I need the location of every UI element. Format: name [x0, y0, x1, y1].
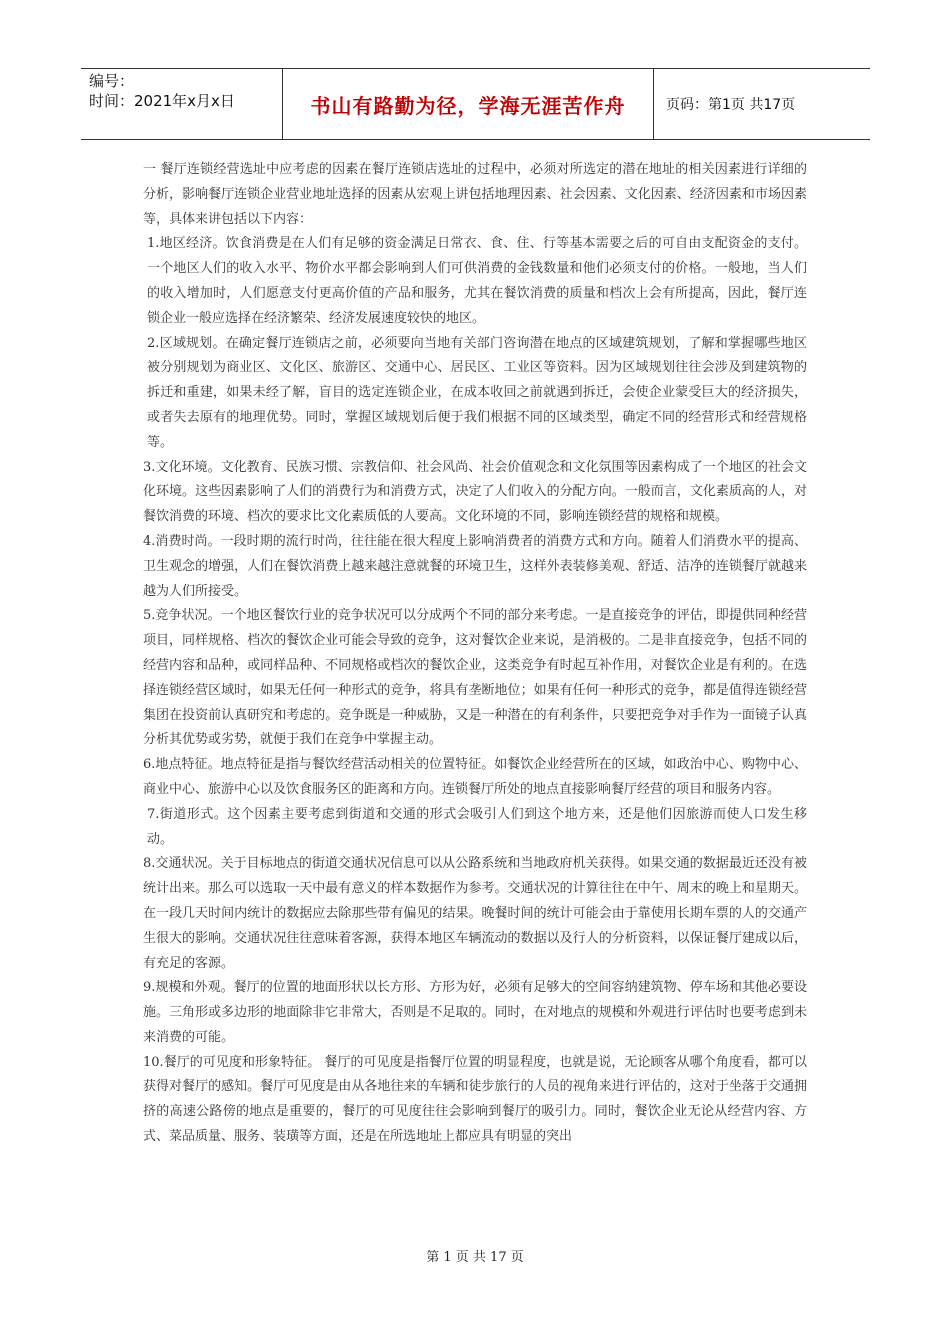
document-body: [143, 158, 807, 1150]
paragraph-regional-economy: 1.地区经济。饮食消费是在人们有足够的资金满足日常衣、食、住、行等基本需要之后的可自由支配资金的支付。一个地区人们的收入水平、物价水平都会影响到人们可供消费的金钱数量和他们必须支付的价格。一般地，当人们的收入增加时，人们愿意支付更高价值的产品和服务，尤其在餐饮消费的质量和档次上会有所提高，因此，餐厅连锁企业一般应选择在经济繁荣、经济发展速度较快的地区。: [147, 236, 807, 326]
date-line: 时间：2021年x月x日: [89, 92, 235, 110]
motto-text: 书山有路勤为径，学海无涯苦作舟: [310, 93, 626, 118]
intro-paragraph: 一 餐厅连锁经营选址中应考虑的因素在餐厅连锁店选址的过程中，必须对所选定的潜在地址的相关因素进行详细的分析，影响餐厅连锁企业营业地址选择的因素从宏观上讲包括地理因素、社会因素、文化因素、经济因素和市场因素等，具体来讲包括以下内容：: [143, 162, 807, 227]
paragraph-consumption-trend: 4.消费时尚。一段时期的流行时尚，往往能在很大程度上影响消费者的消费方式和方向。随着人们消费水平的提高、卫生观念的增强，人们在餐饮消费上越来越注意就餐的环境卫生，这样外表装修美观、舒适、洁净的连锁餐厅就越来越为人们所接受。: [143, 533, 807, 599]
paragraph-scale-appearance: 9.规模和外观。餐厅的位置的地面形状以长方形、方形为好，必须有足够大的空间容纳建筑物、停车场和其他必要设施。三角形或多边形的地面除非它非常大，否则是不足取的。同时，在对地点的规模和外观进行评估时也要考虑到未来消费的可能。: [143, 980, 807, 1045]
page-footer: 第 1 页 共 17 页: [426, 1250, 524, 1265]
header-page-cell: [654, 69, 870, 139]
paragraph-regional-planning: 2.区域规划。在确定餐厅连锁店之前，必须要向当地有关部门咨询潜在地点的区域建筑规划，了解和掌握哪些地区被分别规划为商业区、文化区、旅游区、交通中心、居民区、工业区等资料。因为区域规划往往会涉及到建筑物的拆迁和重建，如果未经了解，盲目的选定连锁企业，在成本收回之前就遇到拆迁，会使企业蒙受巨大的经济损失，或者失去原有的地理优势。同时，掌握区域规划后便于我们根据不同的区域类型，确定不同的经营形式和经营规格等。: [147, 335, 807, 450]
serial-number-label: 编号：: [89, 72, 135, 90]
document-header: [81, 68, 870, 140]
paragraph-visibility: 10.餐厅的可见度和形象特征。 餐厅的可见度是指餐厅位置的明显程度，也就是说，无论顾客从哪个角度看，都可以获得对餐厅的感知。餐厅可见度是由从各地往来的车辆和徒步旅行的人员的视角来进行评估的，这对于坐落于交通拥挤的高速公路傍的地点是重要的，餐厅的可见度往往会影响到餐厅的吸引力。同时，餐饮企业无论从经营内容、方式、菜品质量、服务、装璜等方面，还是在所选地址上都应具有明显的突出: [143, 1054, 807, 1145]
page-code: 页码：第1页 共17页: [666, 97, 796, 113]
header-info-cell: [81, 69, 283, 139]
paragraph-traffic: 8.交通状况。关于目标地点的街道交通状况信息可以从公路系统和当地政府机关获得。如果交通的数据最近还没有被统计出来。那么可以选取一天中最有意义的样本数据作为参考。交通状况的计算往往在中午、周末的晚上和星期天。在一段几天时间内统计的数据应去除那些带有偏见的结果。晚餐时间的统计可能会由于靠使用长期车票的人的交通产生很大的影响。交通状况往往意味着客源，获得本地区车辆流动的数据以及行人的分析资料，以保证餐厅建成以后，有充足的客源。: [143, 856, 807, 971]
header-motto-cell: [283, 69, 654, 139]
paragraph-street-form: 7.街道形式。这个因素主要考虑到街道和交通的形式会吸引人们到这个地方来，还是他们因旅游而使人口发生移动。: [147, 806, 807, 847]
paragraph-competition: 5.竞争状况。一个地区餐饮行业的竞争状况可以分成两个不同的部分来考虑。一是直接竞争的评估，即提供同种经营项目，同样规格、档次的餐饮企业可能会导致的竞争，这对餐饮企业来说，是消极的。二是非直接竞争，包括不同的经营内容和品种，或同样品种、不同规格或档次的餐饮企业，这类竞争有时起互补作用，对餐饮企业是有利的。在选择连锁经营区域时，如果无任何一种形式的竞争，将具有垄断地位；如果有任何一种形式的竞争，都是值得连锁经营集团在投资前认真研究和考虑的。竞争既是一种威胁，又是一种潜在的有利条件，只要把竞争对手作为一面镜子认真分析其优势或劣势，就便于我们在竞争中掌握主动。: [143, 608, 807, 748]
paragraph-cultural-environment: 3.文化环境。文化教育、民族习惯、宗教信仰、社会风尚、社会价值观念和文化氛围等因素构成了一个地区的社会文化环境。这些因素影响了人们的消费行为和消费方式，决定了人们收入的分配方向。一般而言，文化素质高的人，对餐饮消费的环境、档次的要求比文化素质低的人要高。文化环境的不同，影响连锁经营的规格和规模。: [143, 459, 807, 525]
paragraph-location-features: 6.地点特征。地点特征是指与餐饮经营活动相关的位置特征。如餐饮企业经营所在的区域，如政治中心、购物中心、商业中心、旅游中心以及饮食服务区的距离和方向。连锁餐厅所处的地点直接影响餐厅经营的项目和服务内容。: [143, 757, 807, 797]
